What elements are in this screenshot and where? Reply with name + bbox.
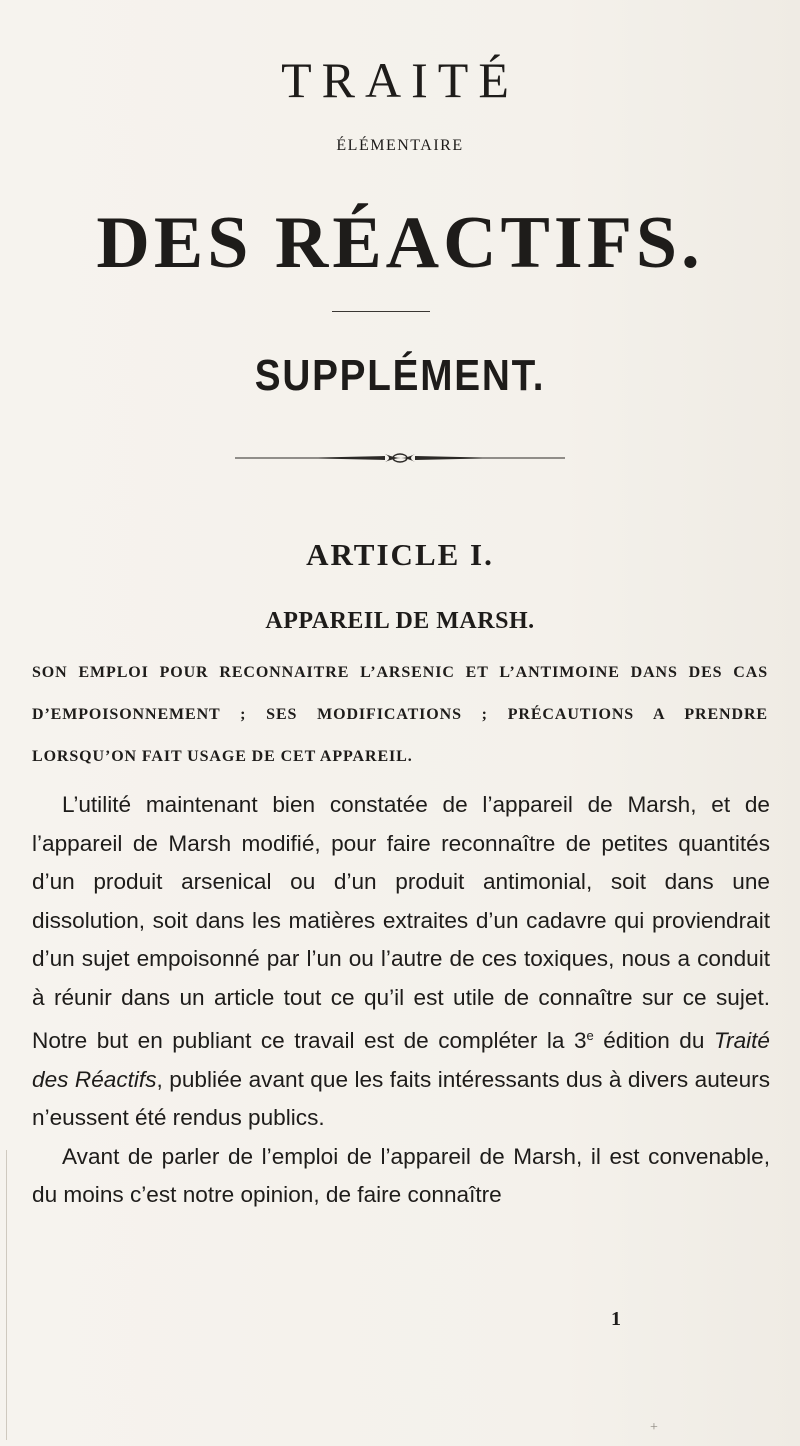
supplement-heading: SUPPLÉMENT.: [254, 351, 546, 400]
ornamental-rule: [235, 450, 565, 466]
book-subtitle: ÉLÉMENTAIRE: [336, 137, 464, 154]
book-title: TRAITÉ: [281, 52, 519, 108]
body-text: [32, 786, 770, 1215]
paragraph-2: Avant de parler de l’emploi de l’appareil de Marsh, il est convenable, du moins c’est notre opinion, de faire connaître: [32, 1143, 770, 1207]
page-number: 1: [611, 1308, 621, 1330]
article-title: APPAREIL DE MARSH.: [265, 608, 535, 634]
article-summary: SON EMPLOI POUR RECONNAITRE L’ARSENIC ET L’ANTIMOINE DANS DES CAS D’EMPOISONNEMENT ; SES MODIFICATIONS ; PRÉCAUTIONS A PRENDRE LORSQU’ON FAIT USAGE DE CET APPAREIL.: [32, 664, 768, 765]
title-divider: [332, 311, 430, 312]
paragraph-1: [32, 786, 770, 1138]
paragraph-1-text-mid: édition du: [593, 1028, 714, 1053]
article-heading: ARTICLE I.: [306, 537, 494, 572]
paper-speck: +: [650, 1420, 658, 1435]
page-edge-line: [6, 1150, 7, 1440]
paragraph-1-text-end: , publiée avant que les faits intéressants dus à divers auteurs n’eussent été rendus publics.: [32, 1066, 770, 1130]
book-reference: Traité des Réactifs: [32, 1028, 770, 1092]
book-main-title: DES RÉACTIFS.: [96, 202, 704, 284]
edition-superscript: e: [586, 1028, 594, 1043]
paragraph-1-text: L’utilité maintenant bien constatée de l’appareil de Marsh, et de l’appareil de Marsh modifié, pour faire reconnaître de petites quantités d’un produit arsenical ou d’un produit antimonial, soit dans une dissolution, soit dans les matières extraites d’un cadavre qui proviendrait d’un sujet empoisonné par l’un ou l’autre de ces toxiques, nous a conduit à réunir dans un article tout ce qu’il est utile de connaître sur ce sujet. Notre but en publiant ce travail est de compléter la 3: [32, 792, 770, 1053]
